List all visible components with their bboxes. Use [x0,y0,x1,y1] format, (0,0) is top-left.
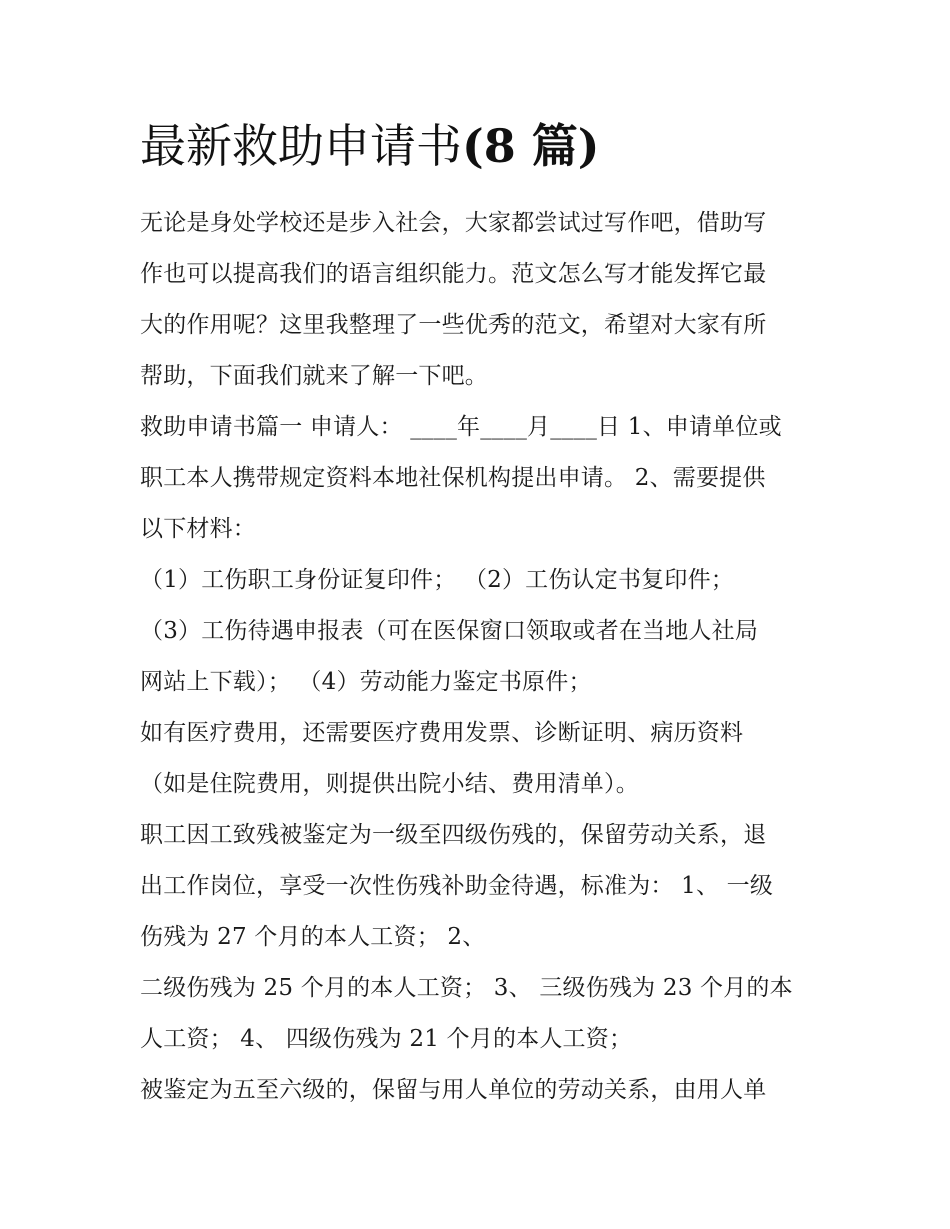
paragraph-line: 被鉴定为五至六级的，保留与用人单位的劳动关系，由用人单 [140,1077,767,1103]
paragraph-line: （1）工伤职工身份证复印件； （2）工伤认定书复印件； [140,567,734,593]
paragraph-line: 大的作用呢？这里我整理了一些优秀的范文，希望对大家有所 [140,312,767,338]
title-text: 最新救助申请书 [140,119,462,173]
paragraph-line: 作也可以提高我们的语言组织能力。范文怎么写才能发挥它最 [140,261,767,287]
paragraph-line: 以下材料： [140,516,256,542]
paragraph-line: 伤残为 27 个月的本人工资； 2、 [140,924,486,950]
paragraph-line: 出工作岗位，享受一次性伤残补助金待遇，标准为： 1、 一级 [140,873,774,899]
paragraph-line: 救助申请书篇一 申请人： ____年____月____日 1、申请单位或 [140,414,782,440]
page-title [140,114,600,178]
paragraph-line: 无论是身处学校还是步入社会，大家都尝试过写作吧，借助写 [140,210,767,236]
paragraph-line: 帮助，下面我们就来了解一下吧。 [140,363,488,389]
paragraph-line: 职工因工致残被鉴定为一级至四级伤残的，保留劳动关系，退 [140,822,767,848]
paragraph-line: 网站上下载）； （4）劳动能力鉴定书原件； [140,669,592,695]
paragraph-line: 二级伤残为 25 个月的本人工资； 3、 三级伤残为 23 个月的本 [140,975,793,1001]
paragraph-line: 人工资； 4、 四级伤残为 21 个月的本人工资； [140,1026,633,1052]
paragraph-line: （如是住院费用，则提供出院小结、费用清单）。 [140,771,639,797]
paragraph-line: 如有医疗费用，还需要医疗费用发票、诊断证明、病历资料 [140,720,744,746]
paragraph-line: （3）工伤待遇申报表（可在医保窗口领取或者在当地人社局 [140,618,759,644]
paragraph-line: 职工本人携带规定资料本地社保机构提出申请。 2、需要提供 [140,465,766,491]
title-count: (8 篇) [462,119,600,173]
